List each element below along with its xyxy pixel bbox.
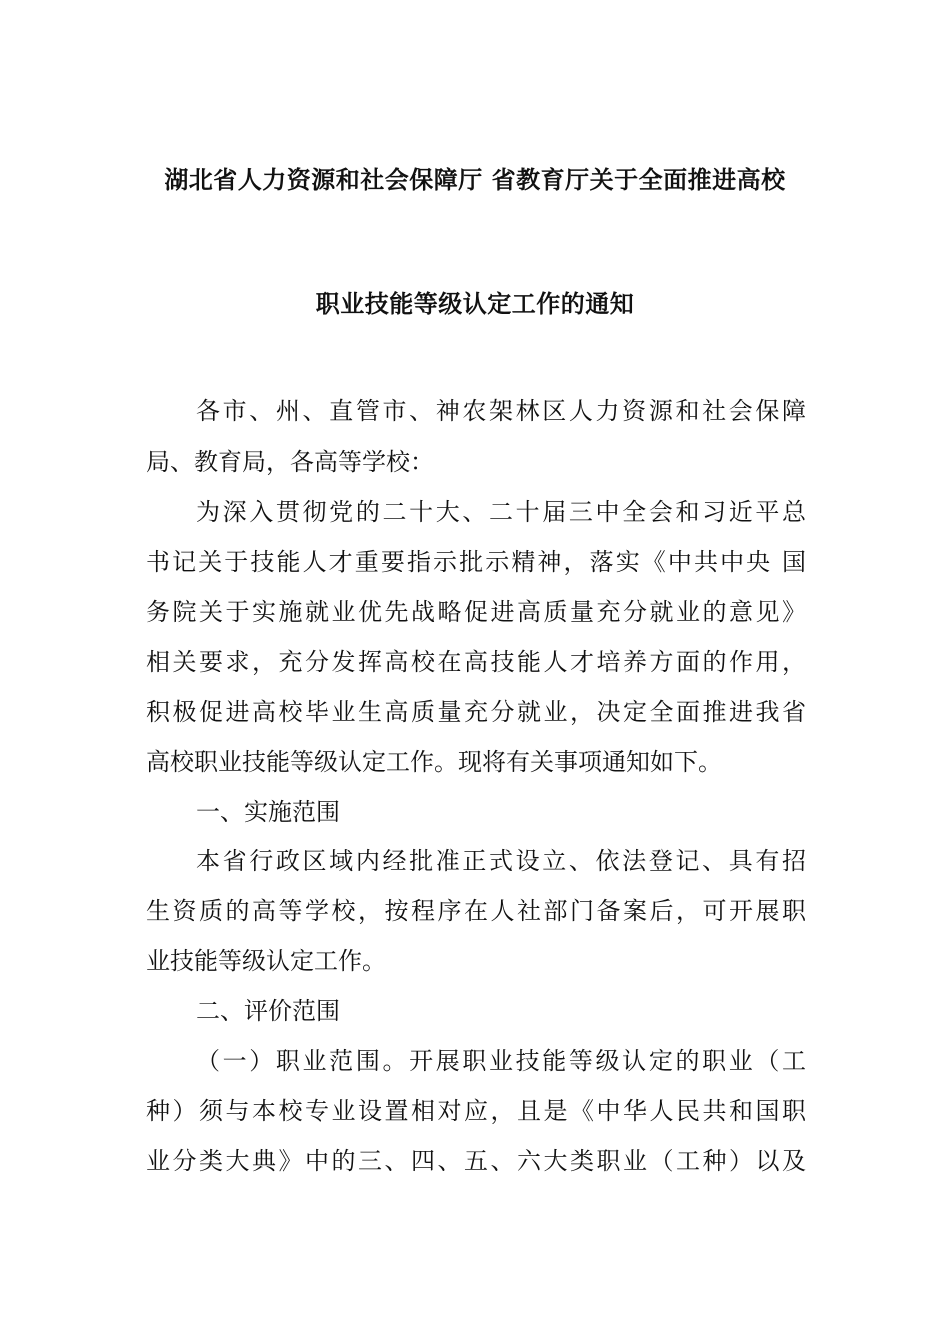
paragraph-line: 生资质的高等学校，按程序在人社部门备案后，可开展职 xyxy=(146,897,806,925)
document-title-line-2: 职业技能等级认定工作的通知 xyxy=(315,290,635,318)
paragraph-line: 局、教育局，各高等学校： xyxy=(146,448,434,476)
paragraph-line: 种）须与本校专业设置相对应，且是《中华人民共和国职 xyxy=(146,1097,806,1125)
paragraph-line: 高校职业技能等级认定工作。现将有关事项通知如下。 xyxy=(146,748,722,776)
paragraph-line: 业技能等级认定工作。 xyxy=(146,947,386,975)
section-heading: 一、实施范围 xyxy=(196,798,340,826)
paragraph-line: 各市、州、直管市、神农架林区人力资源和社会保障 xyxy=(196,397,806,425)
section-heading: 二、评价范围 xyxy=(196,997,340,1025)
paragraph-line: 本省行政区域内经批准正式设立、依法登记、具有招 xyxy=(196,847,806,875)
document-title-line-1: 湖北省人力资源和社会保障厅 省教育厅关于全面推进高校 xyxy=(164,166,786,194)
paragraph-line: 为深入贯彻党的二十大、二十届三中全会和习近平总 xyxy=(196,498,806,526)
paragraph-line: 积极促进高校毕业生高质量充分就业，决定全面推进我省 xyxy=(146,698,806,726)
paragraph-line: （一）职业范围。开展职业技能等级认定的职业（工 xyxy=(196,1047,806,1075)
paragraph-line: 相关要求，充分发挥高校在高技能人才培养方面的作用， xyxy=(146,648,806,676)
paragraph-line: 务院关于实施就业优先战略促进高质量充分就业的意见》 xyxy=(146,598,806,626)
paragraph-line: 书记关于技能人才重要指示批示精神，落实《中共中央 国 xyxy=(146,548,806,576)
paragraph-line: 业分类大典》中的三、四、五、六大类职业（工种）以及 xyxy=(146,1147,806,1175)
